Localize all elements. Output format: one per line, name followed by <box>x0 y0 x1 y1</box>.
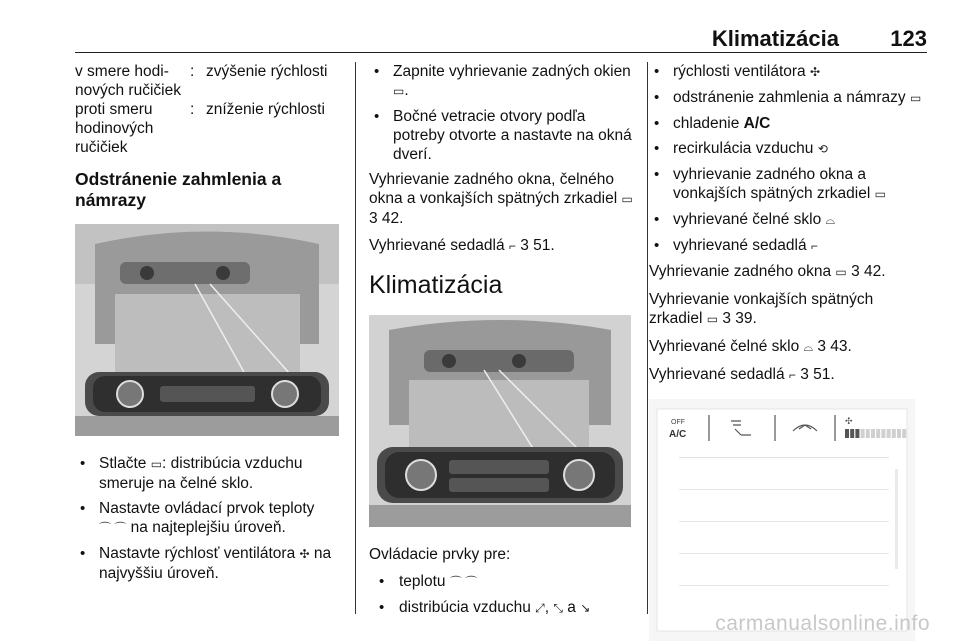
list-item: • Zapnite vyhrievanie zadných okien ▭. <box>369 62 634 101</box>
rear-window-heat-icon: ▭ <box>874 187 886 201</box>
fan-level-segment <box>892 429 896 438</box>
page-header <box>75 22 927 53</box>
seat-heat-icon: ⌐ <box>788 368 796 382</box>
fan-level-segment <box>850 429 854 438</box>
fan-level-segment <box>845 429 849 438</box>
cross-reference-paragraph: Vyhrievané sedadlá ⌐ 3 51. <box>369 237 555 254</box>
rear-window-heat-icon: ▭ <box>393 84 405 98</box>
list-item: • rýchlosti ventilátora ✣ <box>649 62 929 82</box>
column-2 <box>369 62 634 624</box>
ac-screen-label: A/C <box>669 429 687 440</box>
page-number: 123 <box>890 26 927 51</box>
column-1 <box>75 62 343 589</box>
fan-level-segment <box>871 429 875 438</box>
temperature-icon: ⌒ ⌒ <box>99 521 127 535</box>
window-steps-list <box>369 62 634 164</box>
fan-icon: ✣ <box>845 417 853 427</box>
ac-off-label: OFF <box>671 419 685 426</box>
controls-list <box>369 572 634 618</box>
definition-table <box>75 62 343 157</box>
fan-level-segment <box>902 429 906 438</box>
air-distribution-feet-icon: ↘ <box>580 601 591 615</box>
definition-key: v smere hodi-nových ručičiek <box>75 63 181 99</box>
definition-value: zvýšenie rýchlosti <box>206 63 328 80</box>
air-distribution-windshield-icon: ⤢ <box>535 601 545 615</box>
list-item: • recirkulácia vzduchu ⟲ <box>649 139 929 159</box>
cross-reference-paragraph: Vyhrievané čelné sklo ⌓ 3 43. <box>649 338 852 355</box>
fan-level-segment <box>881 429 885 438</box>
list-item: • vyhrievanie zadného okna a vonkajších spätných zrkadiel ▭ <box>649 165 929 204</box>
definition-row <box>75 100 343 157</box>
fan-icon: ✣ <box>809 65 821 79</box>
list-item: • odstránenie zahmlenia a námrazy ▭ <box>649 88 929 108</box>
list-item: • distribúcia vzduchu ⤢, ⤡ a ↘ <box>369 598 634 618</box>
list-item: • Stlačte ▭: distribúcia vzduchu smeruje na čelné sklo. <box>75 454 343 493</box>
windshield-heat-icon: ⌓ <box>803 340 814 354</box>
list-item: • Nastavte ovládací prvok teploty ⌒ ⌒ na najteplejšiu úroveň. <box>75 499 343 538</box>
fan-icon: ✣ <box>299 547 310 561</box>
cross-reference-paragraph: Vyhrievanie vonkajších spätných zrkadiel ▭ 3 39. <box>649 291 874 327</box>
fan-level-segment <box>861 429 865 438</box>
fan-level-segment <box>876 429 880 438</box>
list-item: • teplotu ⌒ ⌒ <box>369 572 634 592</box>
definition-sep: : <box>190 63 195 80</box>
windshield-heat-icon: ⌓ <box>825 213 835 227</box>
definition-row <box>75 62 343 100</box>
definition-value: zníženie rýchlosti <box>206 101 325 118</box>
list-item: • Bočné vetracie otvory podľa potreby otvorte a nastavte na okná dverí. <box>369 107 634 164</box>
fan-level-segment <box>855 429 859 438</box>
fan-level-segment <box>887 429 891 438</box>
list-item: • Nastavte rýchlosť ventilátora ✣ na najvyššiu úroveň. <box>75 544 343 583</box>
rear-window-heat-icon: ▭ <box>835 265 847 279</box>
list-item: • chladenie A/C <box>649 114 929 133</box>
seat-heat-icon: ⌐ <box>508 239 516 253</box>
defrost-steps-list <box>75 454 343 583</box>
climate-panel-photo-1 <box>75 224 339 436</box>
controls-list-continued <box>649 62 929 256</box>
cross-reference-paragraph: Vyhrievané sedadlá ⌐ 3 51. <box>649 366 835 383</box>
section-heading-defrost: Odstránenie zahmlenia a námrazy <box>75 169 282 210</box>
defrost-icon: ▭ <box>909 91 922 105</box>
defrost-icon: ▭ <box>150 457 163 471</box>
fan-level-segment <box>897 429 901 438</box>
seat-heat-icon: ⌐ <box>810 239 818 253</box>
cross-reference-paragraph: Vyhrievanie zadného okna, čelného okna a vonkajších spätných zrkadiel ▭ 3 42. <box>369 171 633 227</box>
column-divider <box>355 62 356 614</box>
ac-label: A/C <box>743 115 771 132</box>
mirror-heat-icon: ▭ <box>706 312 719 326</box>
definition-sep: : <box>190 101 195 118</box>
fan-level-segment <box>866 429 870 438</box>
cross-reference-paragraph: Vyhrievanie zadného okna ▭ 3 42. <box>649 263 886 280</box>
climate-panel-photo-2 <box>369 315 631 527</box>
recirculation-icon: ⟲ <box>817 142 828 156</box>
watermark: carmanualsonline.info <box>715 612 930 635</box>
controls-caption: Ovládacie prvky pre: <box>369 546 511 563</box>
temperature-icon: ⌒ ⌒ <box>449 575 478 589</box>
rear-window-heat-icon: ▭ <box>621 192 633 206</box>
air-distribution-head-icon: ⤡ <box>553 601 563 615</box>
section-heading-climate: Klimatizácia <box>369 271 503 299</box>
climate-display-screen <box>649 399 915 641</box>
page-title: Klimatizácia <box>711 26 839 51</box>
column-divider <box>647 62 648 614</box>
definition-key: proti smeru hodinových ručičiek <box>75 101 154 156</box>
list-item: • vyhrievané sedadlá ⌐ <box>649 236 929 256</box>
column-3 <box>649 62 929 641</box>
list-item: • vyhrievané čelné sklo ⌓ <box>649 210 929 230</box>
